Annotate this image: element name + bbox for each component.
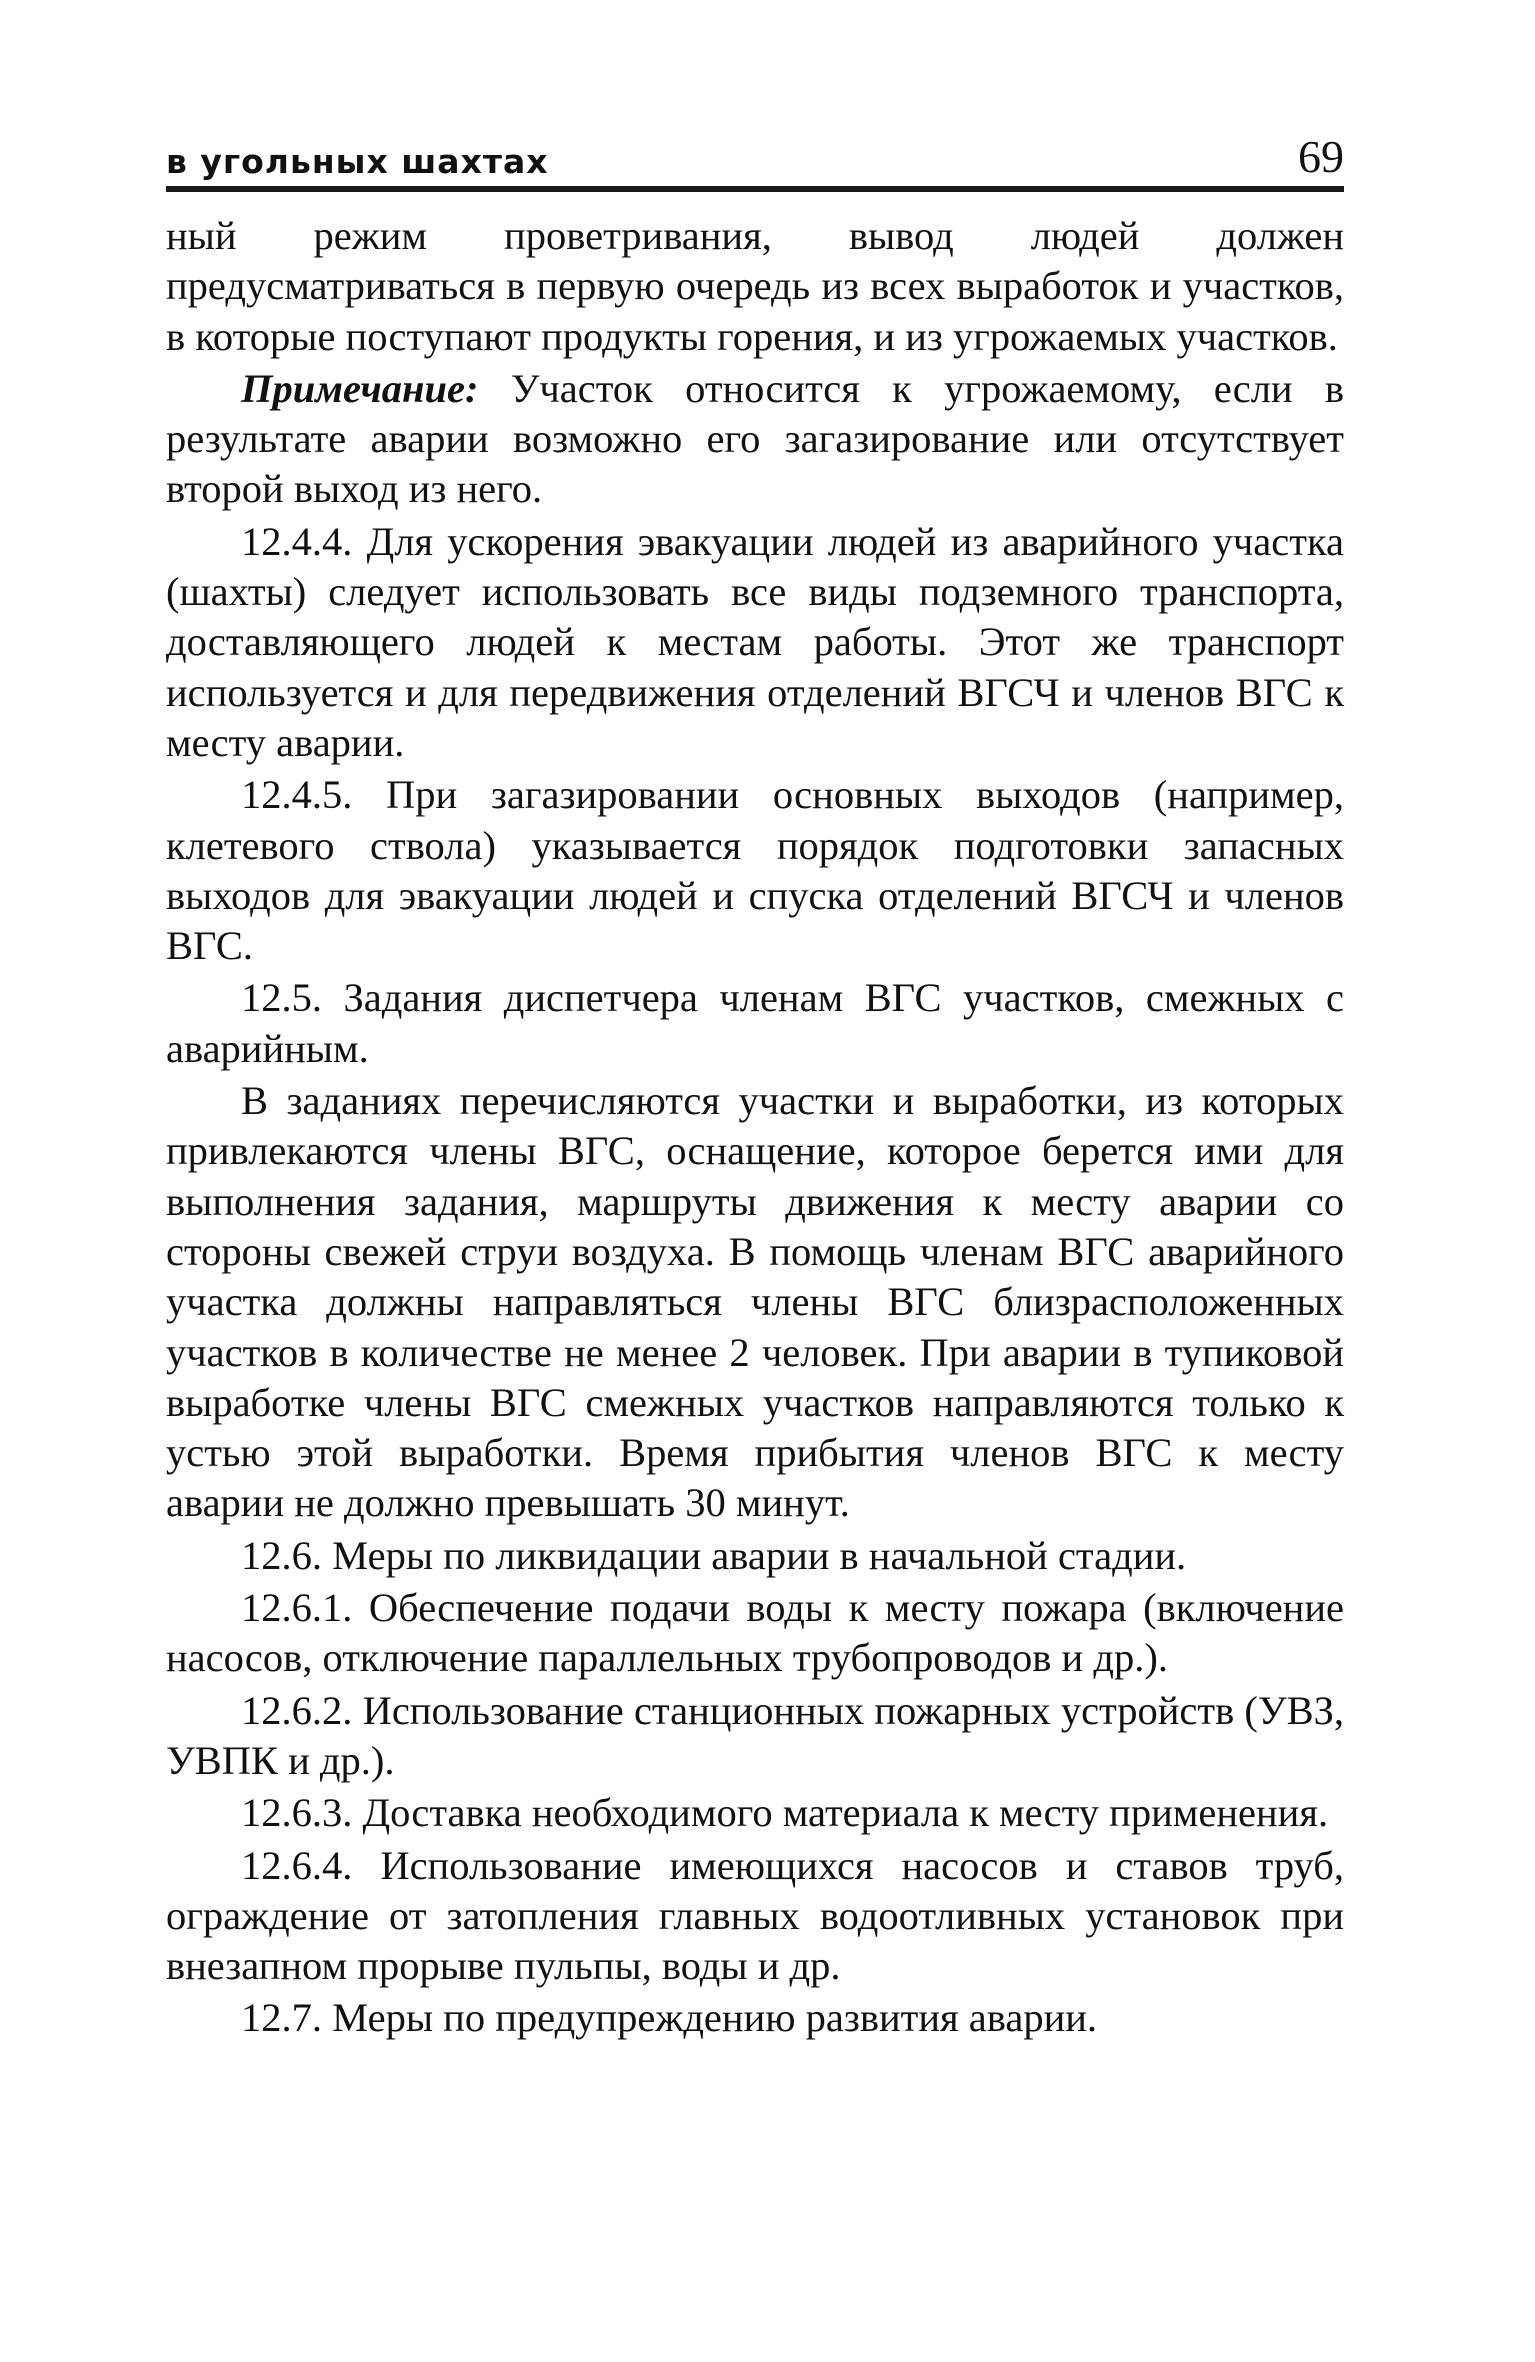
header-rule [166, 186, 1344, 192]
paragraph-12-6: 12.6. Меры по ликвидации аварии в начальной стадии. [241, 1532, 1187, 1578]
paragraph-12-4-5: 12.4.5. При загазировании основных выходов (например, клетевого ствола) указывается порядок подготовки запасных выходов для эвакуации людей и спуска отделений ВГСЧ и членов ВГС. [166, 772, 1344, 969]
page-body [166, 211, 1344, 2044]
paragraph-12-6-1: 12.6.1. Обеспечение подачи воды к месту пожара (включение насосов, отключение параллельных трубопроводов и др.). [166, 1585, 1344, 1681]
paragraph-12-7: 12.7. Меры по предупреждению развития аварии. [241, 1995, 1098, 2041]
running-header [166, 132, 1344, 186]
running-title: в угольных шахтах [166, 142, 549, 181]
paragraph-assignments: В заданиях перечисляются участки и выработки, из которых привлекаются члены ВГС, оснащение, которое берется ими для выполнения задания, маршруты движения к месту аварии со стороны свежей струи воздуха. В помощь членам ВГС аварийного участка должны направляться члены ВГС близрасположенных участков в количестве не менее 2 человек. При аварии в тупиковой выработке члены ВГС смежных участков направляются только к устью этой выработки. Время прибытия членов ВГС к месту аварии не должно превышать 30 минут. [166, 1078, 1344, 1526]
page-number: 69 [1298, 131, 1344, 182]
paragraph-12-5: 12.5. Задания диспетчера членам ВГС участков, смежных с аварийным. [166, 975, 1344, 1071]
note-paragraph [166, 364, 1344, 515]
paragraph-12-6-4: 12.6.4. Использование имеющихся насосов и ставов труб, ограждение от затопления главных водоотливных установок при внезапном прорыве пульпы, воды и др. [166, 1842, 1344, 1989]
paragraph-12-6-2: 12.6.2. Использование станционных пожарных устройств (УВЗ, УВПК и др.). [166, 1687, 1344, 1783]
paragraph-12-4-4: 12.4.4. Для ускорения эвакуации людей из аварийного участка (шахты) следует использовать все виды подземного транспорта, доставляющего людей к местам работы. Этот же транспорт используется и для передвижения отделений ВГСЧ и членов ВГС к месту аварии. [166, 518, 1344, 765]
note-text: Участок относится к угрожаемому, если в результате аварии возможно его загазирование или отсутствует второй выход из него. [166, 365, 1344, 512]
paragraph-continuation: ный режим проветривания, вывод людей должен предусматриваться в первую очередь из всех выработок и участков, в которые поступают продукты горения, и из угрожаемых участков. [166, 213, 1344, 359]
note-label: Примечание: [241, 365, 479, 411]
paragraph-12-6-3: 12.6.3. Доставка необходимого материала к месту применения. [241, 1790, 1329, 1836]
